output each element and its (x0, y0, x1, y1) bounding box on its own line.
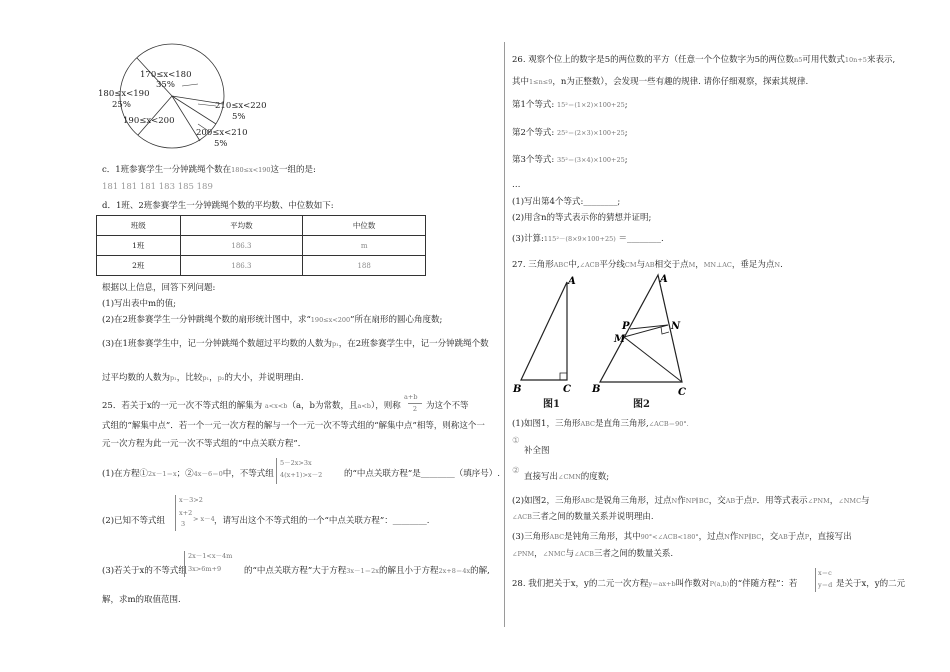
circle-1: ① (512, 436, 520, 446)
table-header-row (97, 216, 426, 236)
circle-2: ② (512, 466, 520, 476)
problem-26-line2: 其中1≤n≤9，n为正整数），会发现一些有趣的规律. 请你仔细观察，探索其规律. (512, 77, 809, 87)
vertex-label: M (614, 334, 626, 345)
system-brace (815, 568, 816, 592)
equation-3: 第3个等式: 35²＝(3×4)×100+25; (512, 155, 628, 165)
item-d: d．1班、2班参赛学生一分钟跳绳个数的平均数、中位数如下: (102, 201, 334, 211)
problem-27-q1: (1)如图1，三角形ABC是直角三角形,∠ACB＝90°. (512, 419, 689, 429)
table-row (97, 256, 426, 276)
problem-25-q2: (2)已知不等式组 (102, 516, 166, 526)
table-cell: 2班 (97, 256, 181, 276)
question-2: (2)在2班参赛学生一分钟跳绳个数的扇形统计图中，求“190≤x<200”所在扇形的圆心角度数; (102, 315, 443, 325)
problem-25-q2-tail: ，请写出这个不等式组的一个“中点关联方程”：________. (214, 516, 430, 526)
table-cell: m (303, 236, 426, 256)
frac-den: 2 (408, 403, 422, 415)
pie-label-180: 180≤x<190 (98, 89, 150, 99)
vertex-label: C (563, 384, 571, 395)
problem-25-tail: 为这个不等 (426, 401, 469, 411)
table-header: 班级 (97, 216, 181, 236)
pie-label-170: 170≤x<180 (140, 70, 192, 80)
pie-pct-200: 5% (214, 139, 228, 149)
vertex-label: C (678, 387, 686, 398)
problem-28-tail: 是关于x，y的二元 (836, 579, 906, 589)
problem-28: 28. 我们把关于x，y的二元一次方程y＝ax+b叫作数对P(a,b)的“伴随方程”：若 (512, 579, 798, 589)
system-brace (184, 551, 185, 577)
problem-27-q1-2: 直接写出∠CMN的度数; (524, 472, 610, 482)
problem-25-q1: (1)在方程①2x－1＝x；②4x－6＝0中，不等式组 (102, 469, 274, 479)
problem-27-q2: (2)如图2，三角形ABC是锐角三角形，过点N作NP∥BC，交AB于点P．用等式表示∠PNM，∠NMC与 (512, 496, 870, 506)
system-line: x－3>2 (179, 496, 203, 504)
problem-27-q3: (3)三角形ABC是钝角三角形，其中90°<∠ACB<180°，过点N作NP∥BC，交AB于点P，直接写出 (512, 532, 852, 542)
equation-1: 第1个等式: 15²＝(1×2)×100+25; (512, 100, 628, 110)
problem-25-q3-tail: 解，求m的取值范围. (102, 595, 181, 605)
table-cell: 188 (303, 256, 426, 276)
vertex-label: N (671, 321, 681, 332)
problem-25-q3: (3)若关于x的不等式组 (102, 566, 187, 576)
vertex-label: A (568, 276, 576, 287)
problem-26-q2: (2)用含n的等式表示你的猜想并证明; (512, 213, 652, 223)
equation-2: 第2个等式: 25²＝(2×3)×100+25; (512, 128, 628, 138)
problem-25-q3-mid: 的“中点关联方程”大于方程3x－1＝2x的解且小于方程2x+8＝4x的解, (244, 566, 490, 576)
problem-26-q3: (3)计算:115²－(8×9×100+25) ＝________. (512, 234, 664, 244)
question-1: (1)写出表中m的值; (102, 299, 176, 309)
vertex-label: P (622, 321, 630, 332)
vertex-label: B (592, 384, 601, 395)
pie-pct-170: 35% (156, 80, 175, 90)
question-3: (3)在1班参赛学生中，记一分钟跳绳个数超过平均数的人数为p₁，在2班参赛学生中，记一分钟跳绳个数 (102, 339, 489, 349)
vertex-label: A (660, 274, 668, 285)
system-line: 3x>6m+9 (188, 565, 222, 573)
c-values: 181 181 181 183 185 189 (102, 182, 213, 192)
figure-2 (590, 270, 700, 415)
figure-2-caption: 图2 (633, 399, 650, 410)
table-cell: 186.3 (180, 256, 303, 276)
table-row (97, 236, 426, 256)
problem-27-q3-tail: ∠PNM，∠NMC与∠ACB三者之间的数量关系. (512, 549, 674, 559)
table-header: 平均数 (180, 216, 303, 236)
pie-label-190: 190≤x<200 (123, 116, 175, 126)
question-3-cont: 过平均数的人数为p₁，比较p₁，p₂的大小，并说明理由. (102, 373, 304, 383)
problem-26-q1: (1)写出第4个等式:________; (512, 197, 621, 207)
table-cell: 1班 (97, 236, 181, 256)
system-brace (276, 458, 277, 484)
table-header: 中位数 (303, 216, 426, 236)
problem-25-line3: 元一次方程为此一元一次不等式组的“中点关联方程”． (102, 439, 307, 449)
pie-label-200: 200≤x<210 (196, 128, 248, 138)
system-line: y＝d (818, 581, 833, 589)
system-line: x＝c (818, 569, 832, 577)
vertex-label: B (513, 384, 522, 395)
problem-27: 27. 三角形ABC中,∠ACB平分线CM与AB相交于点M，MN⊥AC，垂足为点N. (512, 260, 783, 270)
system-line: 5－2x>3x (280, 459, 312, 467)
system-line: 3 (181, 520, 186, 528)
system-line: 4(x+1)>x－2 (280, 471, 323, 479)
problem-25: 25．若关于x的一元一次不等式组的解集为 a<x<b（a，b为常数，且a<b），则称 (102, 401, 401, 411)
pie-pct-180: 25% (112, 100, 131, 110)
stats-table (96, 215, 426, 276)
figure-1 (505, 270, 595, 415)
fill-figure: 补全图 (524, 446, 550, 456)
pie-pct-210: 5% (232, 112, 246, 122)
problem-25-line2: 式组的“解集中点”．若一个一元一次方程的解与一个一元一次不等式组的“解集中点”相等，则称这个一 (102, 421, 485, 431)
problem-27-q2-tail: ∠ACB三者之间的数量关系并说明理由. (512, 512, 654, 522)
system-line: > x－4 (193, 515, 215, 523)
system-brace (175, 495, 176, 531)
system-line: 2x－1<x－4m (188, 552, 233, 560)
ellipsis: … (512, 180, 521, 190)
problem-26: 26. 观察个位上的数字是5的两位数的平方（任意一个个位数字为5的两位数n5可用代数式10n+5来表示, (512, 55, 896, 65)
problem-25-q1-tail: 的“中点关联方程”是________（填序号）. (344, 469, 500, 479)
frac-num: a+b (404, 393, 418, 401)
intro-text: 根据以上信息，回答下列问题: (102, 283, 216, 293)
system-line: x+2 (179, 509, 193, 517)
pie-label-210: 210≤x<220 (215, 101, 267, 111)
table-cell: 186.3 (180, 236, 303, 256)
item-c: c．1班参赛学生一分钟跳绳个数在180≤x<190这一组的是: (102, 165, 316, 175)
figure-1-caption: 图1 (543, 399, 560, 410)
